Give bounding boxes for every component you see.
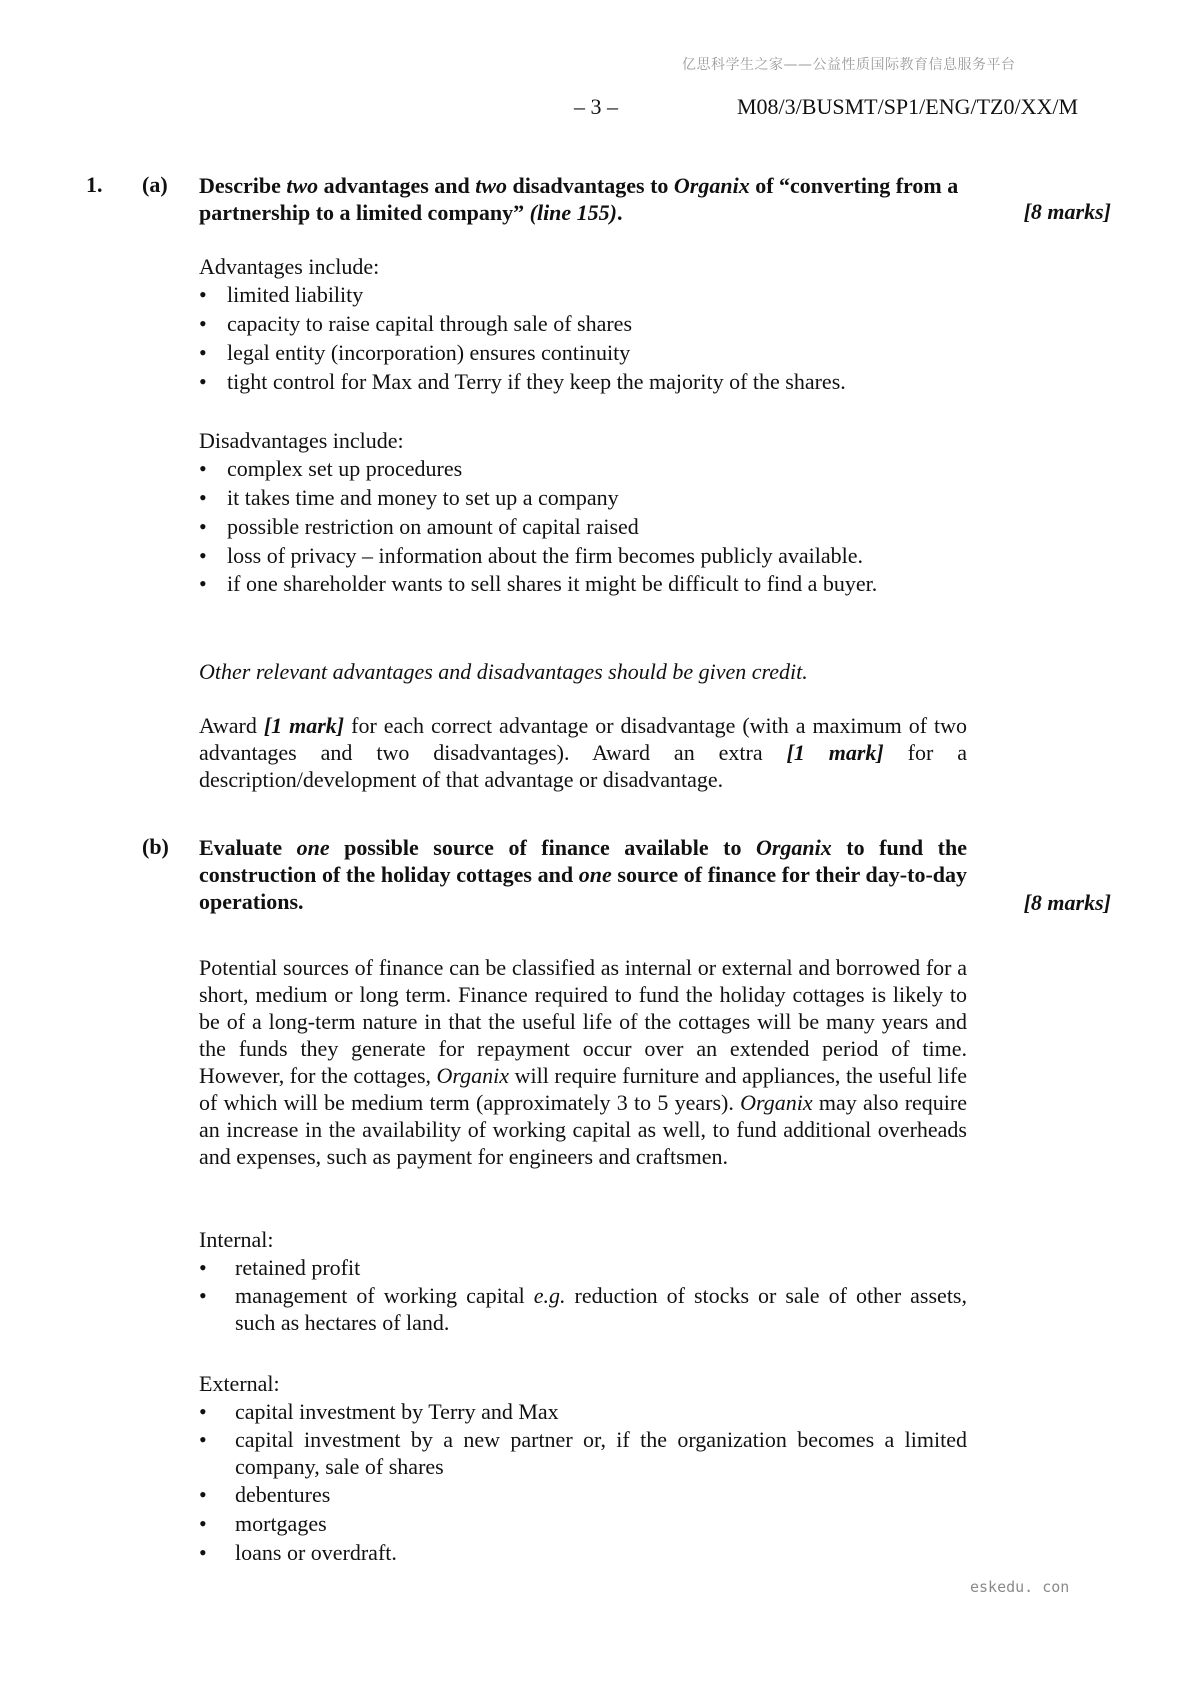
watermark-top: 亿思科学生之家——公益性质国际教育信息服务平台 bbox=[682, 57, 1016, 73]
finance-paragraph: Potential sources of finance can be classified as internal or external and borrowed for a short, medium or long term. Finance required to fund the holiday cottages is likely to be of a long-term nature in that the useful life of the cottages will be many years and the funds they generate for repayment occur over an extended period of time. However, for the cottages, Organix will require furniture and appliances, the useful life of which will be medium term (approximately 3 to 5 years). Organix may also require an increase in the availability of working capital as well, to fund additional overheads and expenses, such as payment for engineers and craftsmen. bbox=[199, 955, 968, 1169]
external-section bbox=[199, 1370, 967, 1567]
advantages-section bbox=[199, 253, 967, 396]
list-item: • management of working capital e.g. reduction of stocks or sale of other assets, such as hectares of land. bbox=[199, 1282, 967, 1336]
list-item: • capacity to raise capital through sale of shares bbox=[199, 309, 967, 338]
part-a-prompt: Describe two advantages and two disadvantages to Organix of “converting from a partnership to a limited company” (line 155). bbox=[199, 173, 959, 225]
disadvantages-heading: Disadvantages include: bbox=[199, 428, 404, 453]
watermark-bottom: eskedu. con bbox=[970, 1578, 1070, 1596]
internal-section bbox=[199, 1226, 967, 1336]
list-item: • retained profit bbox=[199, 1253, 967, 1282]
list-item: • legal entity (incorporation) ensures continuity bbox=[199, 338, 967, 367]
list-item: • limited liability bbox=[199, 280, 967, 309]
part-b-marks: [8 marks] bbox=[1023, 890, 1111, 915]
list-item: • capital investment by Terry and Max bbox=[199, 1397, 967, 1426]
list-item: • loans or overdraft. bbox=[199, 1538, 967, 1567]
part-b-label: (b) bbox=[142, 834, 169, 859]
external-list bbox=[199, 1397, 967, 1567]
external-heading: External: bbox=[199, 1371, 280, 1396]
other-credit-note: Other relevant advantages and disadvantages should be given credit. bbox=[199, 659, 808, 684]
list-item: • if one shareholder wants to sell shares it might be difficult to find a buyer. bbox=[199, 570, 967, 597]
award-guidance: Award [1 mark] for each correct advantage or disadvantage (with a maximum of two advantages and two disadvantages). Award an extra [1 mark] for a description/development of that advantage or disadvantage. bbox=[199, 713, 967, 792]
list-item: • tight control for Max and Terry if they keep the majority of the shares. bbox=[199, 367, 967, 396]
part-b-prompt: Evaluate one possible source of finance available to Organix to fund the construction of the holiday cottages and one source of finance for their day-to-day operations. bbox=[199, 835, 968, 914]
part-a-label: (a) bbox=[142, 172, 168, 197]
question-number: 1. bbox=[86, 172, 103, 197]
list-item: • complex set up procedures bbox=[199, 454, 967, 483]
list-item: • possible restriction on amount of capital raised bbox=[199, 512, 967, 541]
advantages-list bbox=[199, 280, 967, 396]
disadvantages-list bbox=[199, 454, 967, 597]
list-item: • loss of privacy – information about the firm becomes publicly available. bbox=[199, 541, 967, 570]
internal-heading: Internal: bbox=[199, 1227, 274, 1252]
paper-reference: M08/3/BUSMT/SP1/ENG/TZ0/XX/M bbox=[737, 94, 1079, 119]
part-a-marks: [8 marks] bbox=[1023, 199, 1111, 224]
list-item: • debentures bbox=[199, 1480, 967, 1509]
advantages-heading: Advantages include: bbox=[199, 254, 380, 279]
internal-list bbox=[199, 1253, 967, 1336]
disadvantages-section bbox=[199, 427, 967, 597]
list-item: • it takes time and money to set up a company bbox=[199, 483, 967, 512]
list-item: • capital investment by a new partner or, if the organization becomes a limited company, sale of shares bbox=[199, 1426, 967, 1480]
page-number: – 3 – bbox=[574, 94, 618, 119]
list-item: • mortgages bbox=[199, 1509, 967, 1538]
